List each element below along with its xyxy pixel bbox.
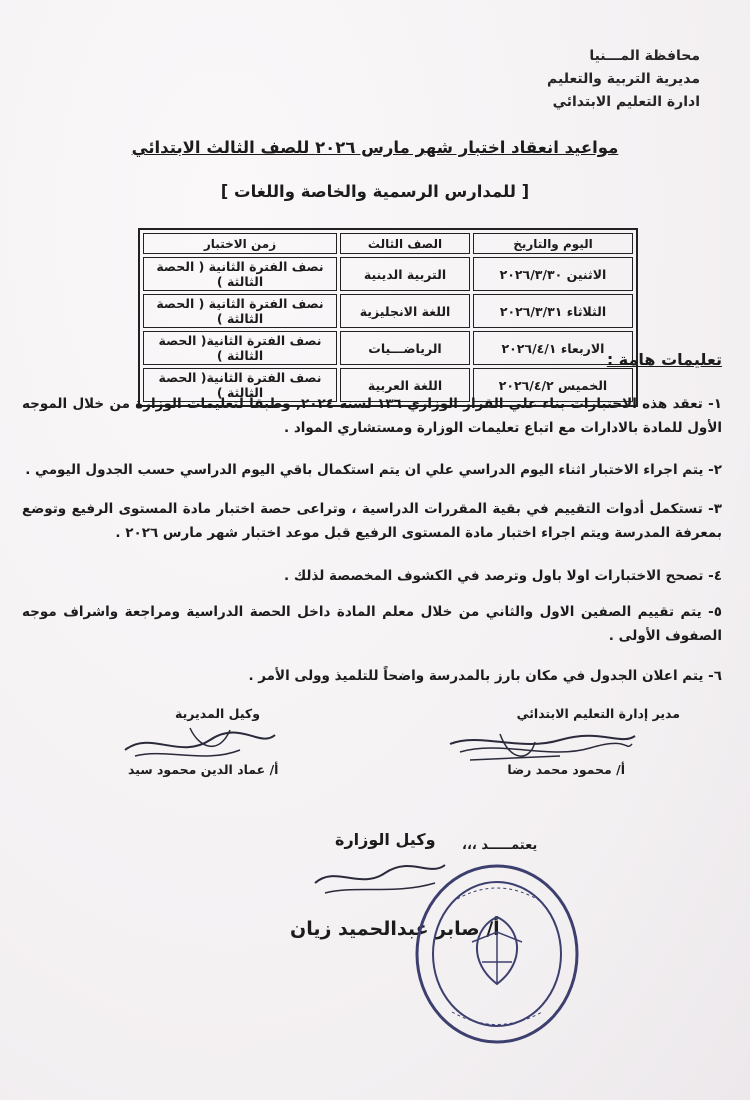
table-header-row (143, 233, 633, 254)
cell-subject: التربية الدينية (340, 257, 470, 291)
signatory-title-ministry: وكيل الوزارة (335, 830, 436, 849)
governorate-line: محافظة المـــنيا (589, 48, 700, 64)
cell-subject: الرياضـــيات (340, 331, 470, 365)
cell-subject: اللغة الانجليزية (340, 294, 470, 328)
cell-time: نصف الفترة الثانية( الحصة الثالثة ) (143, 368, 337, 402)
cell-time: نصف الفترة الثانية ( الحصة الثالثة ) (143, 257, 337, 291)
cell-date: الاثنين ٢٠٢٦/٣/٣٠ (473, 257, 633, 291)
cell-time: نصف الفترة الثانية ( الحصة الثالثة ) (143, 294, 337, 328)
cell-date: الخميس ٢٠٢٦/٤/٢ (473, 368, 633, 402)
table-row (143, 257, 633, 291)
cell-date: الاربعاء ٢٠٢٦/٤/١ (473, 331, 633, 365)
column-header-grade: الصف الثالث (340, 233, 470, 254)
official-seal (412, 862, 582, 1047)
instruction-item-2: ٢- يتم اجراء الاختبار اثناء اليوم الدراسي علي ان يتم استكمال باقي اليوم الدراسي حسب الجدول اليومي . (25, 462, 722, 478)
document-subtitle: [ للمدارس الرسمية والخاصة واللغات ] (220, 182, 530, 201)
approval-label: يعتمـــــد ،،، (462, 838, 538, 853)
signatory-name-ministry: أ/ صابر عبدالحميد زيان (290, 918, 500, 940)
directorate-line: مديرية التربية والتعليم (547, 71, 700, 87)
instruction-item-4: ٤- تصحح الاختبارات اولا باول وترصد في الكشوف المخصصة لذلك . (284, 568, 722, 584)
signatory-title-primary-director: مدير إدارة التعليم الابتدائي (516, 706, 680, 721)
document-title: مواعيد انعقاد اختبار شهر مارس ٢٠٢٦ للصف الثالث الابتدائي (131, 138, 619, 157)
instructions-heading: تعليمات هامة : (606, 350, 722, 369)
administration-line: ادارة التعليم الابتدائي (552, 94, 700, 110)
letterhead (547, 45, 700, 114)
instruction-item-1: ١- تعقد هذه الاختبارات بناء علي القرار الوزاري ١٣٦ لسنة ٢٠٢٤, وطبقاً لتعليمات الوزارة من خلال الموجه الأول للمادة بالادارات مع اتباع تعليمات الوزارة ومستشاري المواد . (22, 396, 722, 436)
instruction-item-5: ٥- يتم تقييم الصفين الاول والثاني من خلال معلم المادة داخل الحصة الدراسية ومراجعة واشراف موجه الصفوف الأولى . (22, 604, 722, 644)
signatory-name-primary-director: أ/ محمود محمد رضا (507, 762, 625, 777)
signatory-title-deputy-directorate: وكيل المديرية (175, 706, 260, 721)
cell-subject: اللغة العربية (340, 368, 470, 402)
signature-scribble-left (120, 720, 280, 768)
table-row (143, 294, 633, 328)
signatory-name-deputy-directorate: أ/ عماد الدين محمود سيد (128, 762, 279, 777)
column-header-date: اليوم والتاريخ (473, 233, 633, 254)
instruction-item-3: ٣- تستكمل أدوات التقييم في بقية المقررات الدراسية ، وتراعى حصة اختبار مادة المستوى الرفيع وتوضع بمعرفة المدرسة ويتم اجراء اختبار مادة المستوى الرفيع قبل موعد اختبار شهر مارس ٢٠٢٦ . (22, 501, 722, 541)
instruction-item-6: ٦- يتم اعلان الجدول في مكان بارز بالمدرسة واضحاً للتلميذ وولى الأمر . (248, 668, 722, 684)
cell-date: الثلاثاء ٢٠٢٦/٣/٣١ (473, 294, 633, 328)
exam-schedule-table (138, 228, 638, 407)
column-header-time: زمن الاختبار (143, 233, 337, 254)
cell-time: نصف الفترة الثانية( الحصة الثالثة ) (143, 331, 337, 365)
table-row (143, 331, 633, 365)
